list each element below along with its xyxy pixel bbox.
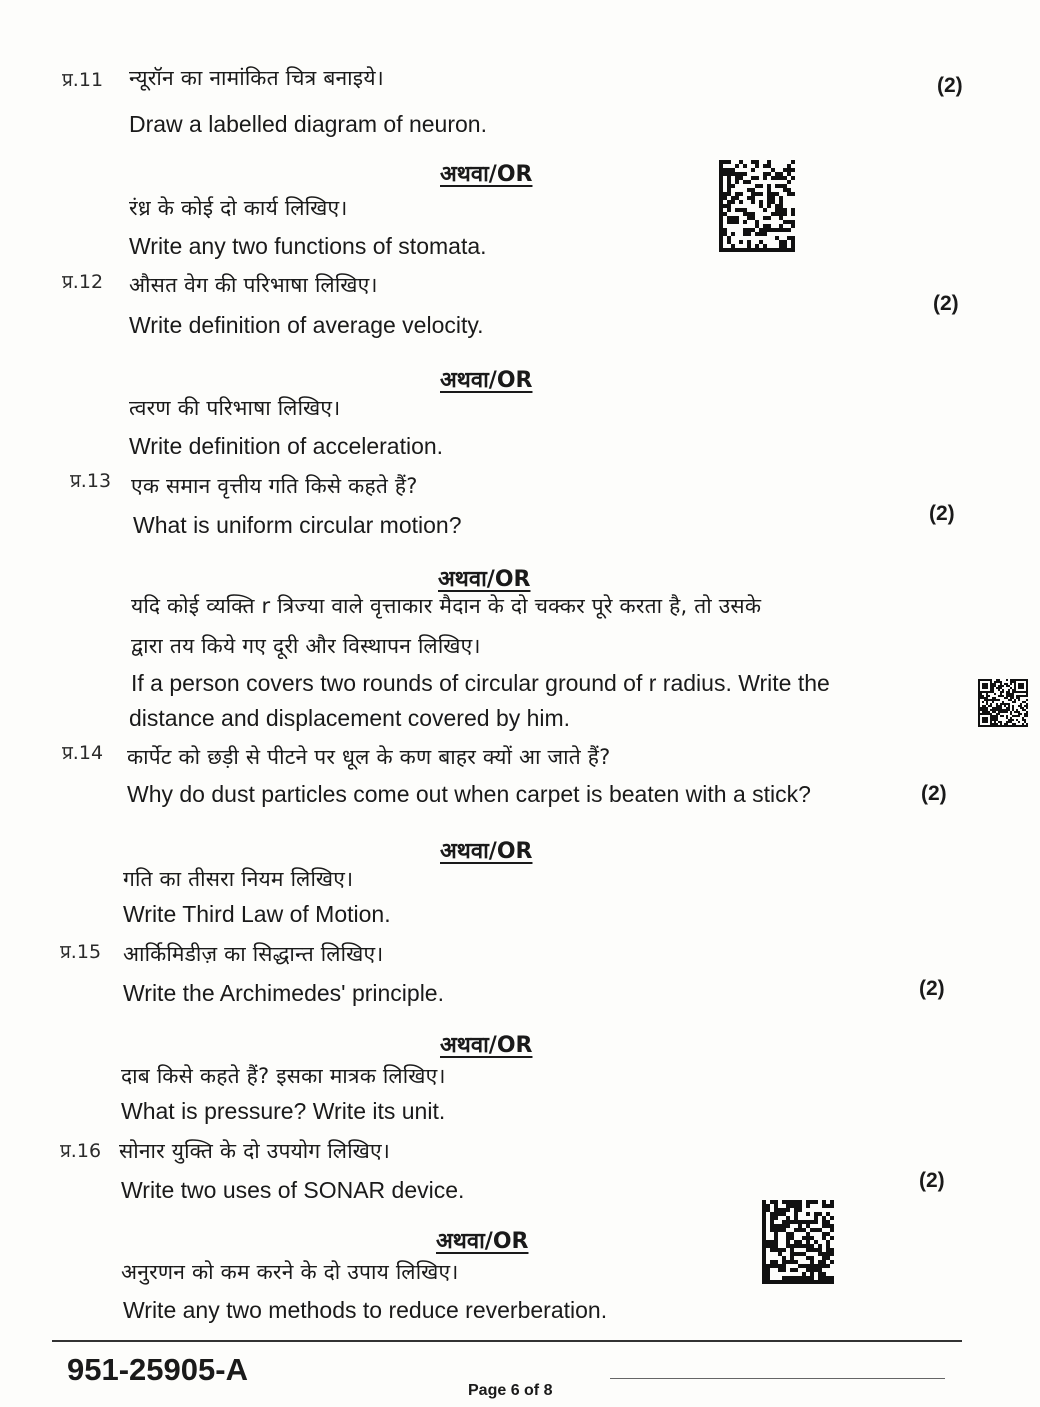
question-number: प्र.11 <box>62 69 104 91</box>
question-number: प्र.14 <box>62 742 104 764</box>
question-marks: (2) <box>933 292 959 315</box>
or-separator: अथवा/OR <box>436 1229 529 1254</box>
question-text-english: Write definition of average velocity. <box>129 312 484 338</box>
question-marks: (2) <box>919 1169 945 1192</box>
or-separator: अथवा/OR <box>440 1033 533 1058</box>
question-number: प्र.13 <box>70 470 112 492</box>
question-marks: (2) <box>929 502 955 525</box>
page-number: Page 6 of 8 <box>468 1382 553 1399</box>
qr-code-side <box>978 679 1028 727</box>
alt-question-english: Write definition of acceleration. <box>129 433 444 459</box>
question-text-hindi: एक समान वृत्तीय गति किसे कहते हैं? <box>131 474 418 498</box>
alt-question-english: Write any two methods to reduce reverberation. <box>123 1297 608 1323</box>
alt-question-hindi: रंध्र के कोई दो कार्य लिखिए। <box>129 196 348 220</box>
question-text-hindi: औसत वेग की परिभाषा लिखिए। <box>129 273 378 297</box>
footer-underline <box>610 1378 945 1379</box>
alt-question-hindi: द्वारा तय किये गए दूरी और विस्थापन लिखिए। <box>131 634 481 658</box>
question-marks: (2) <box>919 977 945 1000</box>
alt-question-english: Write any two functions of stomata. <box>129 233 487 259</box>
question-text-english: What is uniform circular motion? <box>133 512 462 538</box>
or-separator: अथवा/OR <box>440 162 533 187</box>
question-marks: (2) <box>921 782 947 805</box>
question-text-english: Why do dust particles come out when carpet is beaten with a stick? <box>127 781 811 807</box>
alt-question-english: Write Third Law of Motion. <box>123 901 391 927</box>
question-text-hindi: न्यूरॉन का नामांकित चित्र बनाइये। <box>129 66 384 90</box>
question-text-hindi: कार्पेट को छड़ी से पीटने पर धूल के कण बाहर क्यों आ जाते हैं? <box>127 745 611 769</box>
question-text-english: Write two uses of SONAR device. <box>121 1177 465 1203</box>
alt-question-hindi: त्वरण की परिभाषा लिखिए। <box>129 396 341 420</box>
footer-rule <box>52 1340 962 1342</box>
alt-question-hindi: अनुरणन को कम करने के दो उपाय लिखिए। <box>121 1260 459 1284</box>
question-number: प्र.12 <box>62 271 104 293</box>
or-separator: अथवा/OR <box>438 567 531 592</box>
question-text-english: Write the Archimedes' principle. <box>123 980 444 1006</box>
or-separator: अथवा/OR <box>440 368 533 393</box>
or-separator: अथवा/OR <box>440 839 533 864</box>
alt-question-english: distance and displacement covered by him. <box>129 705 571 731</box>
barcode-top-right <box>719 160 797 252</box>
alt-question-hindi: गति का तीसरा नियम लिखिए। <box>123 867 354 891</box>
paper-code: 951-25905-A <box>67 1352 248 1387</box>
question-text-english: Draw a labelled diagram of neuron. <box>129 111 487 137</box>
question-text-hindi: आर्किमिडीज़ का सिद्धान्त लिखिए। <box>123 942 384 966</box>
alt-question-english: What is pressure? Write its unit. <box>121 1098 446 1124</box>
alt-question-english: If a person covers two rounds of circular ground of r radius. Write the <box>131 670 830 696</box>
question-text-hindi: सोनार युक्ति के दो उपयोग लिखिए। <box>119 1139 391 1163</box>
question-number: प्र.16 <box>60 1140 102 1162</box>
barcode-bottom <box>762 1200 836 1284</box>
question-marks: (2) <box>937 74 963 97</box>
question-number: प्र.15 <box>60 941 102 963</box>
alt-question-hindi: दाब किसे कहते हैं? इसका मात्रक लिखिए। <box>121 1064 446 1088</box>
alt-question-hindi: यदि कोई व्यक्ति r त्रिज्या वाले वृत्ताकार मैदान के दो चक्कर पूरे करता है, तो उसके <box>131 594 762 618</box>
